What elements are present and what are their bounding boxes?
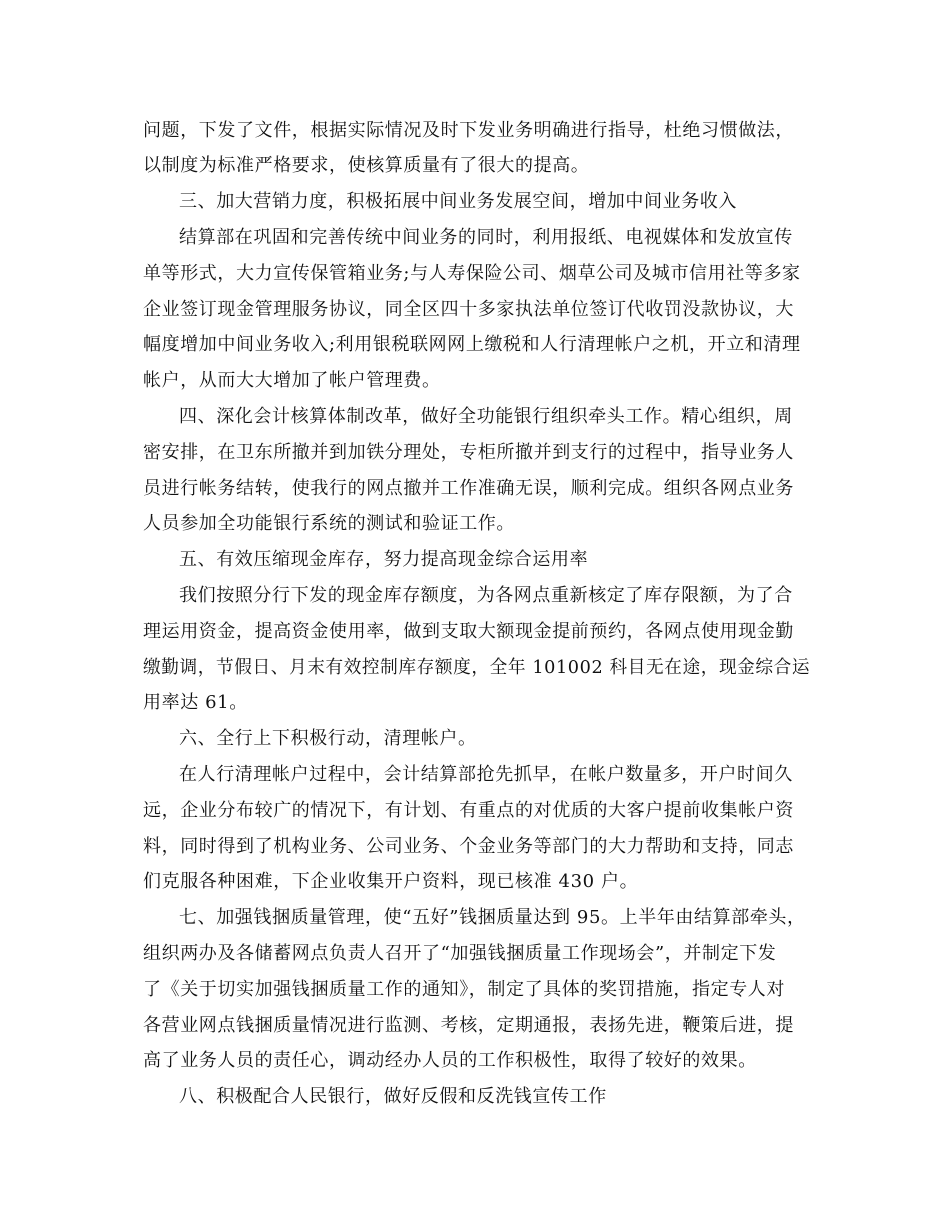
text-line: 组织两办及各储蓄网点负责人召开了“加强钱捆质量工作现场会”，并制定下发 (143, 943, 777, 964)
text-line: 问题，下发了文件，根据实际情况及时下发业务明确进行指导，杜绝习惯做法， (143, 120, 794, 141)
text-line: 幅度增加中间业务收入;利用银税联网网上缴税和人行清理帐户之机，开立和清理 (143, 334, 801, 355)
text-line: 密安排，在卫东所撤并到加铁分理处，专柜所撤并到支行的过程中，指导业务人 (143, 442, 794, 463)
text-line: 我们按照分行下发的现金库存额度，为各网点重新核定了库存限额，为了合 (179, 585, 793, 606)
text-line: 高了业务人员的责任心，调动经办人员的工作积极性，取得了较好的效果。 (143, 1050, 757, 1071)
text-line: 在人行清理帐户过程中，会计结算部抢先抓早，在帐户数量多，开户时间久 (179, 764, 793, 785)
text-line: 理运用资金，提高资金使用率，做到支取大额现金提前预约，各网点使用现金勤 (143, 621, 794, 642)
text-line: 用率达 61。 (143, 692, 248, 713)
section-heading: 八、积极配合人民银行，做好反假和反洗钱宣传工作 (179, 1086, 607, 1107)
text-line: 远，企业分布较广的情况下，有计划、有重点的对优质的大客户提前收集帐户资 (143, 800, 794, 821)
section-heading: 四、深化会计核算体制改革，做好全功能银行组织牵头工作。精心组织，周 (179, 406, 793, 427)
text-line: 各营业网点钱捆质量情况进行监测、考核，定期通报，表扬先进，鞭策后进，提 (143, 1015, 794, 1036)
text-line: 缴勤调，节假日、月末有效控制库存额度，全年 101002 科目无在途，现金综合运 (143, 657, 811, 678)
text-line: 帐户，从而大大增加了帐户管理费。 (143, 370, 441, 391)
text-line: 人员参加全功能银行系统的测试和验证工作。 (143, 513, 515, 534)
text-line: 企业签订现金管理服务协议，同全区四十多家执法单位签订代收罚没款协议，大 (143, 299, 794, 320)
text-line: 员进行帐务结转，使我行的网点撤并工作准确无误，顺利完成。组织各网点业务 (143, 478, 794, 499)
text-line: 料，同时得到了机构业务、公司业务、个金业务等部门的大力帮助和支持，同志 (143, 836, 794, 857)
section-heading: 三、加大营销力度，积极拓展中间业务发展空间，增加中间业务收入 (179, 191, 737, 212)
section-heading: 五、有效压缩现金库存，努力提高现金综合运用率 (179, 549, 589, 570)
section-heading: 七、加强钱捆质量管理，使“五好”钱捆质量达到 95。上半年由结算部牵头， (179, 907, 806, 928)
text-line: 们克服各种困难，下企业收集开户资料，现已核准 430 户。 (143, 871, 639, 892)
text-line: 以制度为标准严格要求，使核算质量有了很大的提高。 (143, 155, 590, 176)
text-line: 了《关于切实加强钱捆质量工作的通知》，制定了具体的奖罚措施，指定专人对 (143, 979, 785, 1000)
section-heading: 六、全行上下积极行动，清理帐户。 (179, 728, 477, 749)
text-line: 单等形式，大力宣传保管箱业务;与人寿保险公司、烟草公司及城市信用社等多家 (143, 263, 801, 284)
text-line: 结算部在巩固和完善传统中间业务的同时，利用报纸、电视媒体和发放宣传 (179, 227, 793, 248)
